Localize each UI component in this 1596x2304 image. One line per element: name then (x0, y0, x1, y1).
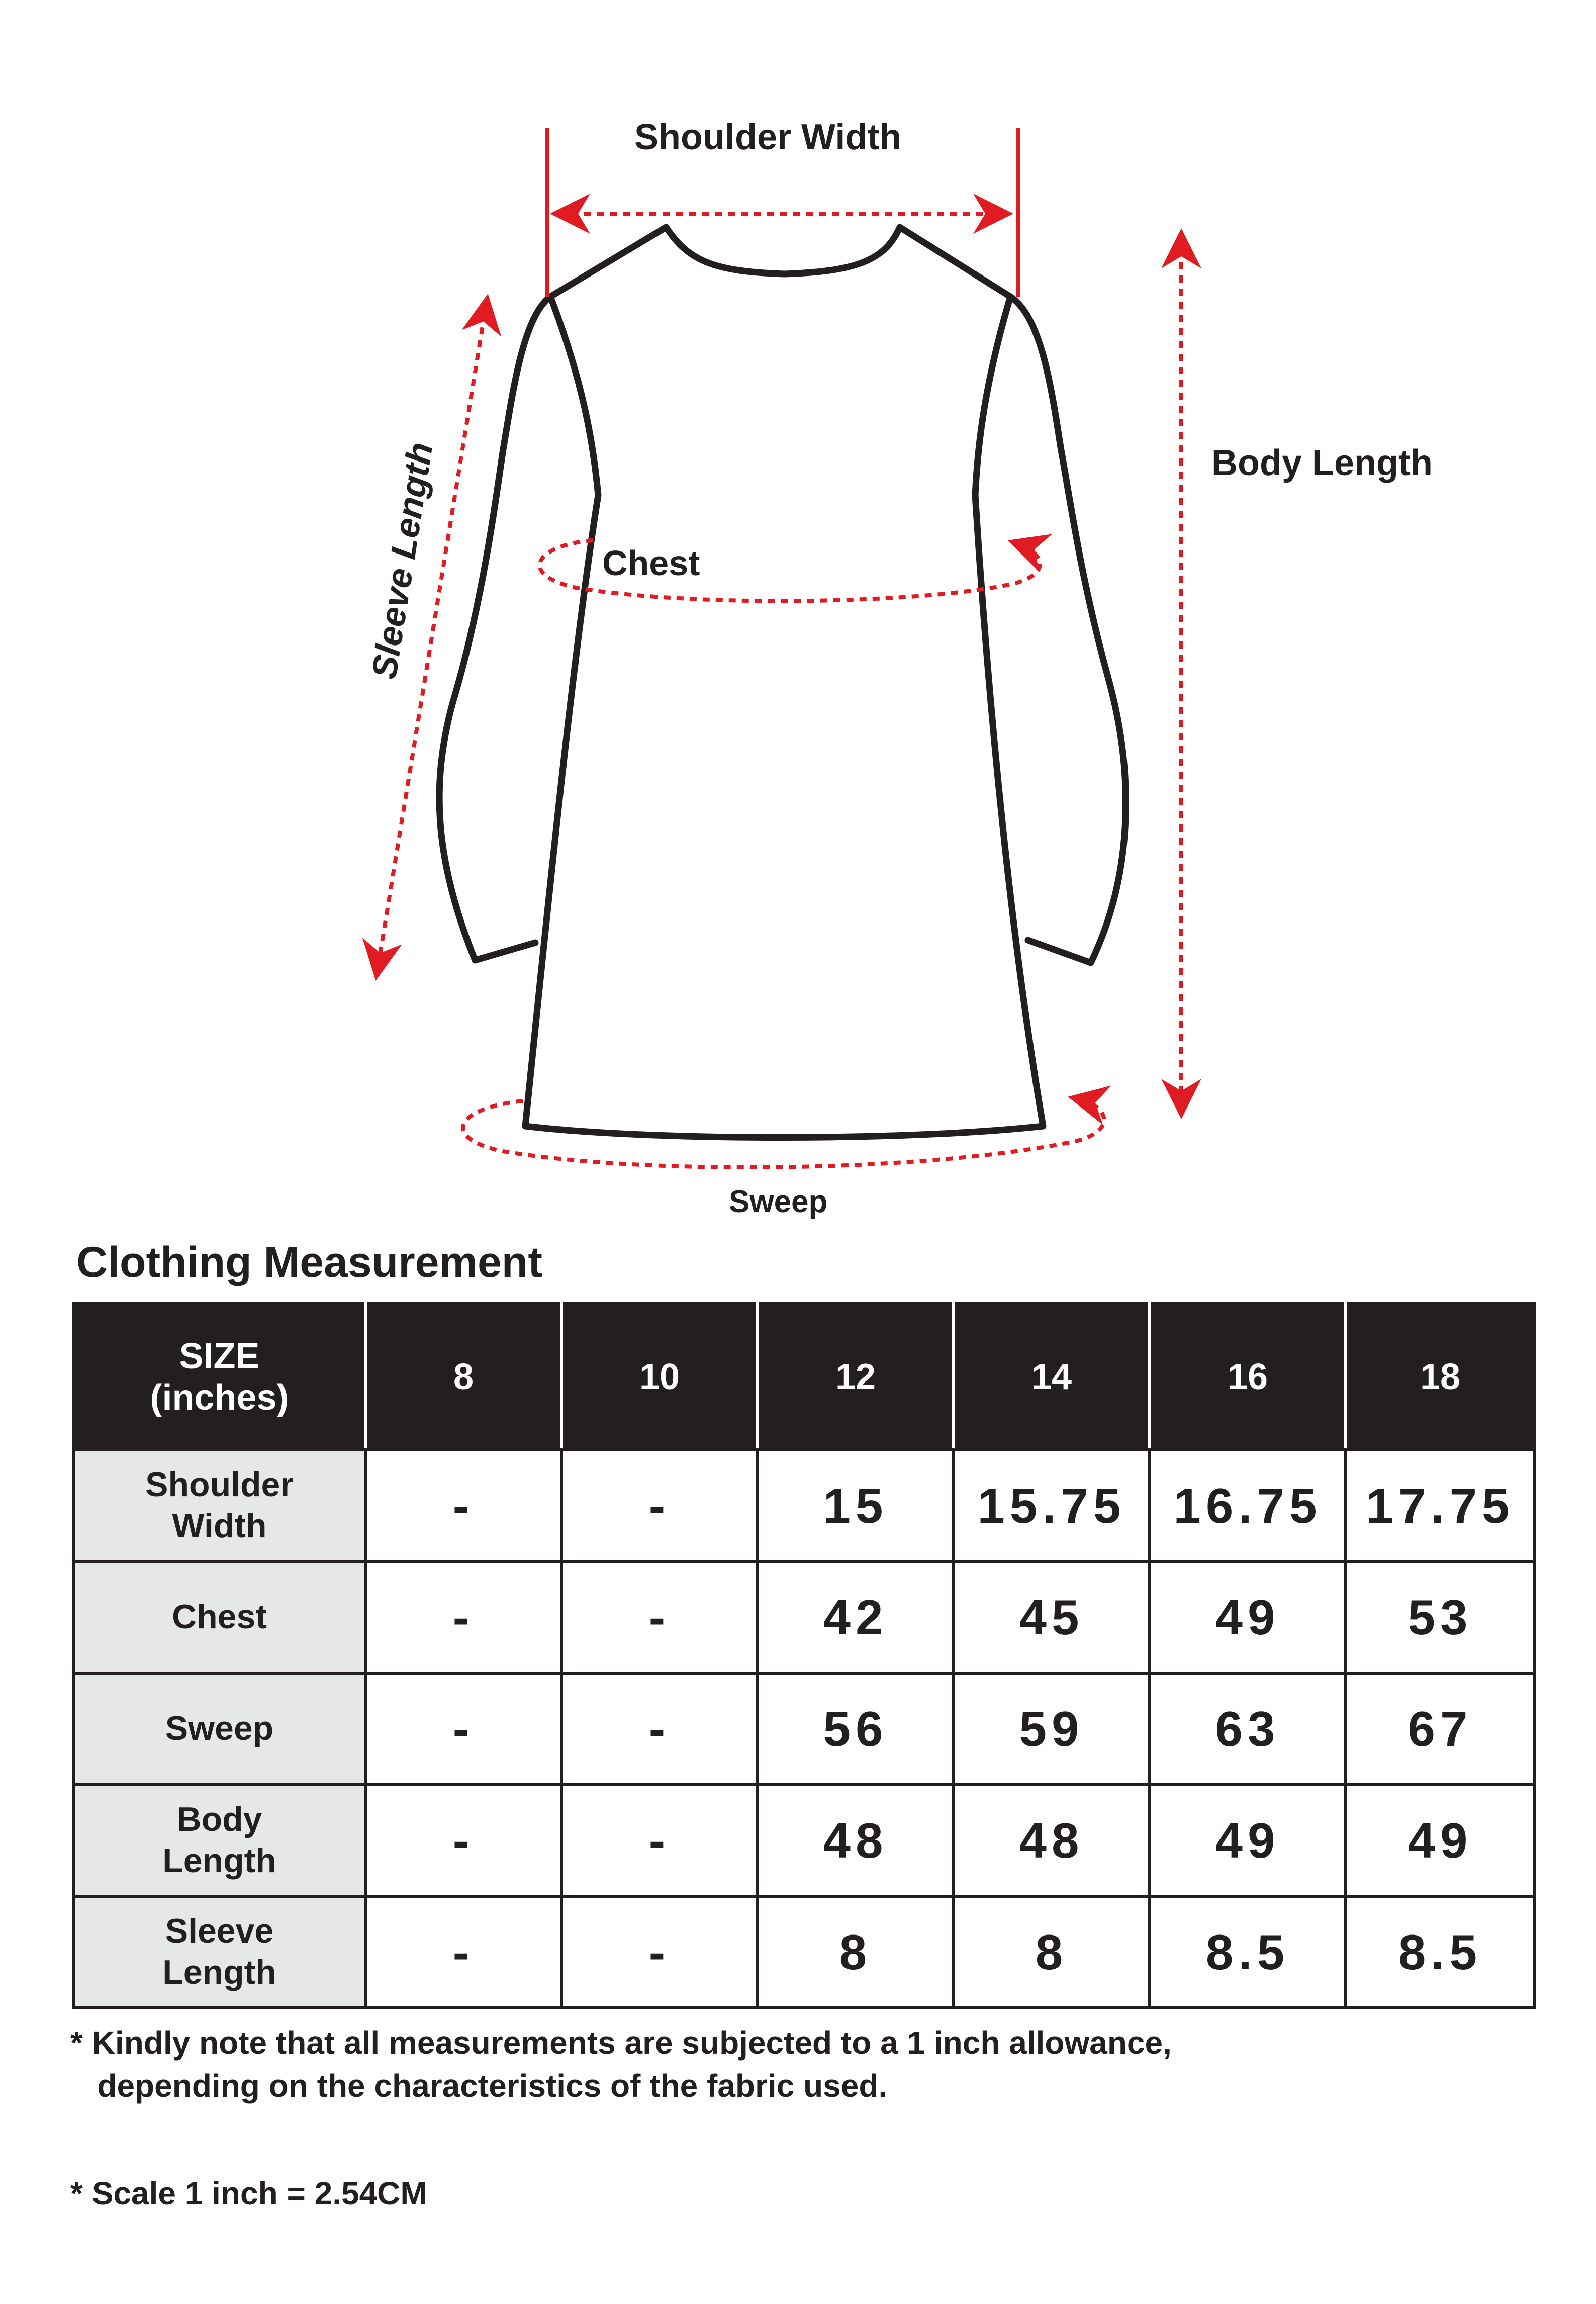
table-title: Clothing Measurement (76, 1238, 542, 1286)
table-cell: 49 (1346, 1785, 1535, 1896)
chest-label: Chest (602, 543, 700, 583)
table-cell: 8 (954, 1896, 1150, 2008)
size-header-18: 18 (1346, 1304, 1535, 1450)
table-row (73, 1673, 1535, 1785)
table-cell: 49 (1150, 1785, 1346, 1896)
table-cell: 48 (758, 1785, 954, 1896)
table-row (73, 1785, 1535, 1896)
table-cell: - (561, 1896, 758, 2008)
table-cell: 63 (1150, 1673, 1346, 1785)
table-cell: - (365, 1561, 561, 1673)
table-cell: - (561, 1450, 758, 1561)
sleeve-length-label: Sleeve Length (364, 439, 440, 682)
table-cell: 8.5 (1150, 1896, 1346, 2008)
row-label-line1: Sweep (165, 1709, 274, 1748)
size-header-12: 12 (758, 1304, 954, 1450)
row-label-sweep (73, 1673, 365, 1785)
row-label-line1: Body (176, 1800, 262, 1839)
size-header-14: 14 (954, 1304, 1150, 1450)
row-label-sleeve-length (73, 1896, 365, 2008)
shoulder-width-label: Shoulder Width (634, 117, 902, 157)
row-label-line2: Width (172, 1507, 267, 1545)
table-row (73, 1450, 1535, 1561)
body-length-label: Body Length (1211, 443, 1433, 483)
table-cell: - (561, 1673, 758, 1785)
allowance-note-line1: * Kindly note that all measurements are subjected to a 1 inch allowance, (70, 2024, 1172, 2061)
table-cell: 49 (1150, 1561, 1346, 1673)
sweep-circumference-arrow (463, 1098, 1104, 1167)
table-row (73, 1896, 1535, 2008)
table-cell: 8.5 (1346, 1896, 1535, 2008)
row-label-line2: Length (162, 1841, 276, 1880)
table-cell: 8 (758, 1896, 954, 2008)
row-label-line1: Sleeve (165, 1912, 274, 1951)
row-label-line1: Shoulder (145, 1465, 294, 1504)
row-label-body-length (73, 1785, 365, 1896)
table-cell: - (365, 1450, 561, 1561)
row-label-line2: Length (162, 1953, 276, 1991)
table-cell: 45 (954, 1561, 1150, 1673)
size-header-line2: (inches) (150, 1377, 289, 1418)
table-header-row (73, 1304, 1535, 1450)
table-row (73, 1561, 1535, 1673)
table-cell: 15.75 (954, 1450, 1150, 1561)
dress-outline (439, 227, 1125, 1138)
table-cell: 56 (758, 1673, 954, 1785)
table-cell: 17.75 (1346, 1450, 1535, 1561)
table-cell: 15 (758, 1450, 954, 1561)
row-label-chest (73, 1561, 365, 1673)
allowance-note-line2: depending on the characteristics of the fabric used. (70, 2068, 888, 2104)
table-cell: - (561, 1561, 758, 1673)
size-header-line1: SIZE (179, 1336, 260, 1376)
table-cell: - (365, 1785, 561, 1896)
table-cell: 67 (1346, 1673, 1535, 1785)
table-cell: - (365, 1896, 561, 2008)
size-chart-table (72, 1302, 1536, 2009)
row-label-line1: Chest (172, 1598, 267, 1636)
table-cell: 42 (758, 1561, 954, 1673)
size-header-16: 16 (1150, 1304, 1346, 1450)
table-cell: 53 (1346, 1561, 1535, 1673)
size-header-8: 8 (365, 1304, 561, 1450)
size-header-10: 10 (561, 1304, 758, 1450)
scale-note: * Scale 1 inch = 2.54CM (70, 2175, 427, 2211)
sweep-label: Sweep (729, 1184, 828, 1219)
table-cell: 16.75 (1150, 1450, 1346, 1561)
table-cell: - (561, 1785, 758, 1896)
table-cell: 48 (954, 1785, 1150, 1896)
table-cell: - (365, 1673, 561, 1785)
row-label-shoulder-width (73, 1450, 365, 1561)
table-cell: 59 (954, 1673, 1150, 1785)
size-column-header (73, 1304, 365, 1450)
